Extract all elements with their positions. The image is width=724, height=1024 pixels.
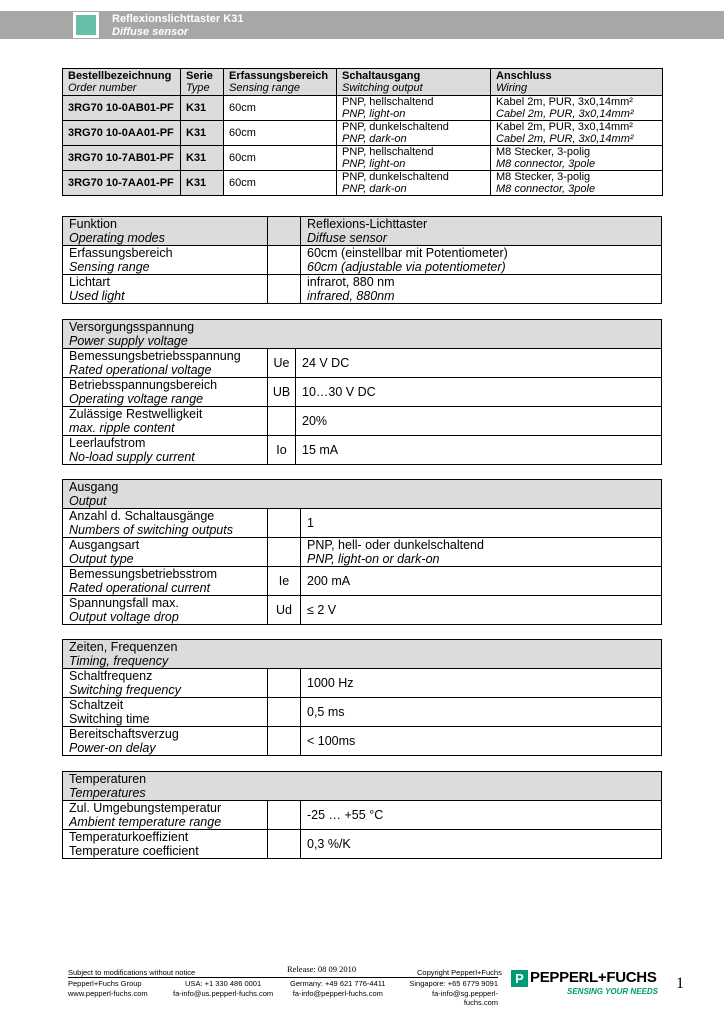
- power-supply-table: [62, 319, 662, 465]
- header-de: Anschluss: [496, 70, 552, 82]
- label-de: Zul. Umgebungstemperatur: [69, 801, 222, 815]
- param-label: [63, 407, 268, 436]
- order-output: [337, 146, 491, 171]
- label-de: Funktion: [69, 217, 117, 231]
- label-en: Output voltage drop: [69, 610, 179, 624]
- wiring-en: Cabel 2m, PUR, 3x0,14mm²: [496, 133, 634, 145]
- table-row: [63, 275, 662, 304]
- param-symbol: Ie: [268, 567, 301, 596]
- header-subtitle: Diffuse sensor: [112, 26, 189, 38]
- order-range: 60cm: [224, 96, 337, 121]
- label-en: Used light: [69, 289, 125, 303]
- header-de: Erfassungsbereich: [229, 70, 329, 82]
- param-value: 15 mA: [296, 436, 662, 465]
- param-value: [301, 217, 662, 246]
- value-de: 60cm (einstellbar mit Potentiometer): [307, 246, 508, 260]
- title-en: Temperatures: [69, 786, 146, 800]
- param-symbol: [268, 509, 301, 538]
- param-label: [63, 538, 268, 567]
- output-de: PNP, hellschaltend: [342, 96, 434, 108]
- table-row: [63, 669, 662, 698]
- table-row: [63, 538, 662, 567]
- order-header-cell: [224, 69, 337, 96]
- table-row: [63, 407, 662, 436]
- label-de: Leerlaufstrom: [69, 436, 146, 450]
- footer-sg-phone: Singapore: +65 6779 9091: [409, 979, 498, 988]
- title-de: Zeiten, Frequenzen: [69, 640, 178, 654]
- label-en: Rated operational voltage: [69, 363, 212, 377]
- label-en: Operating modes: [69, 231, 165, 245]
- footer-sg-block: [402, 979, 498, 1008]
- header-en: Wiring: [496, 82, 528, 94]
- footer-release: Release: 08 09 2010: [287, 964, 357, 974]
- function-table: [62, 216, 662, 304]
- footer-web[interactable]: www.pepperl-fuchs.com: [68, 988, 148, 998]
- order-range: 60cm: [224, 171, 337, 196]
- param-symbol: UB: [268, 378, 296, 407]
- output-en: PNP, dark-on: [342, 183, 407, 195]
- param-symbol: [268, 830, 301, 859]
- wiring-de: Kabel 2m, PUR, 3x0,14mm²: [496, 96, 633, 108]
- order-type: K31: [181, 121, 224, 146]
- param-label: [63, 217, 268, 246]
- label-en: Switching frequency: [69, 683, 181, 697]
- param-symbol: Ue: [268, 349, 296, 378]
- label-en: No-load supply current: [69, 450, 195, 464]
- section-title-row: [63, 640, 662, 669]
- table-row: [63, 217, 662, 246]
- param-value: [301, 538, 662, 567]
- order-table: [62, 68, 663, 196]
- param-label: [63, 830, 268, 859]
- wiring-de: M8 Stecker, 3-polig: [496, 171, 591, 183]
- label-de: Bereitschaftsverzug: [69, 727, 179, 741]
- header-de: Schaltausgang: [342, 70, 421, 82]
- order-range: 60cm: [224, 146, 337, 171]
- table-row: [63, 830, 662, 859]
- output-de: PNP, hellschaltend: [342, 146, 434, 158]
- footer-usa-mail[interactable]: fa-info@us.pepperl-fuchs.com: [173, 988, 274, 998]
- value-de: Reflexions-Lichttaster: [307, 217, 428, 231]
- param-label: [63, 801, 268, 830]
- header-title: Reflexionslichttaster K31: [112, 13, 244, 25]
- footer-de-block: [290, 979, 386, 998]
- table-row: [63, 567, 662, 596]
- table-row: [63, 801, 662, 830]
- label-en: Output type: [69, 552, 134, 566]
- footer-group-block: [68, 979, 148, 998]
- wiring-en: M8 connector, 3pole: [496, 158, 596, 170]
- logo-tagline: SENSING YOUR NEEDS: [567, 987, 658, 996]
- section-title-row: [63, 320, 662, 349]
- title-en: Power supply voltage: [69, 334, 188, 348]
- param-value: ≤ 2 V: [301, 596, 662, 625]
- label-de: Schaltfrequenz: [69, 669, 153, 683]
- param-value: 0,5 ms: [301, 698, 662, 727]
- param-label: [63, 436, 268, 465]
- header-en: Sensing range: [229, 82, 300, 94]
- output-en: PNP, dark-on: [342, 133, 407, 145]
- header-logo-square: [73, 12, 99, 38]
- param-value: [301, 275, 662, 304]
- footer-de-mail[interactable]: fa-info@pepperl-fuchs.com: [292, 988, 383, 998]
- label-en: Switching time: [69, 712, 150, 726]
- param-value: -25 … +55 °C: [301, 801, 662, 830]
- param-label: [63, 596, 268, 625]
- output-en: PNP, light-on: [342, 158, 406, 170]
- table-row: [63, 698, 662, 727]
- wiring-en: M8 connector, 3pole: [496, 183, 596, 195]
- order-type: K31: [181, 171, 224, 196]
- param-value: 0,3 %/K: [301, 830, 662, 859]
- table-row: [63, 596, 662, 625]
- value-de: infrarot, 880 nm: [307, 275, 395, 289]
- order-number: 3RG70 10-0AA01-PF: [63, 121, 181, 146]
- footer-group: Pepperl+Fuchs Group: [68, 979, 142, 988]
- label-de: Bemessungsbetriebsstrom: [69, 567, 217, 581]
- pf-logo-icon: P: [511, 970, 528, 987]
- header-bar: [0, 11, 724, 39]
- table-row: [63, 509, 662, 538]
- param-symbol: [268, 538, 301, 567]
- order-output: [337, 171, 491, 196]
- section-title: [63, 320, 662, 349]
- order-header-cell: [63, 69, 181, 96]
- param-symbol: Ud: [268, 596, 301, 625]
- param-value: [301, 246, 662, 275]
- label-de: Erfassungsbereich: [69, 246, 173, 260]
- label-en: Temperature coefficient: [69, 844, 199, 858]
- param-label: [63, 698, 268, 727]
- output-de: PNP, dunkelschaltend: [342, 171, 449, 183]
- label-de: Spannungsfall max.: [69, 596, 179, 610]
- value-de: PNP, hell- oder dunkelschaltend: [307, 538, 484, 552]
- output-table: [62, 479, 662, 625]
- param-label: [63, 275, 268, 304]
- section-title-row: [63, 772, 662, 801]
- label-de: Betriebsspannungsbereich: [69, 378, 218, 392]
- footer-sg-mail[interactable]: fa-info@sg.pepperl-fuchs.com: [432, 988, 498, 1007]
- title-de: Versorgungsspannung: [69, 320, 195, 334]
- label-de: Temperaturkoeffizient: [69, 830, 189, 844]
- param-symbol: [268, 217, 301, 246]
- param-symbol: [268, 669, 301, 698]
- order-wiring: [491, 96, 663, 121]
- label-de: Schaltzeit: [69, 698, 124, 712]
- order-table-header: [63, 69, 663, 96]
- param-label: [63, 727, 268, 756]
- footer-copyright: Copyright Pepperl+Fuchs: [417, 968, 502, 977]
- section-title: [63, 480, 662, 509]
- param-label: [63, 246, 268, 275]
- header-en: Order number: [68, 82, 137, 94]
- label-en: Rated operational current: [69, 581, 211, 595]
- label-en: Operating voltage range: [69, 392, 204, 406]
- param-symbol: [268, 407, 296, 436]
- param-value: 1: [301, 509, 662, 538]
- title-en: Timing, frequency: [69, 654, 169, 668]
- order-range: 60cm: [224, 121, 337, 146]
- header-en: Switching output: [342, 82, 423, 94]
- label-de: Ausgangsart: [69, 538, 140, 552]
- table-row: [63, 171, 663, 196]
- order-number: 3RG70 10-7AA01-PF: [63, 171, 181, 196]
- order-number: 3RG70 10-0AB01-PF: [63, 96, 181, 121]
- table-row: [63, 727, 662, 756]
- order-wiring: [491, 171, 663, 196]
- header-en: Type: [186, 82, 210, 94]
- section-title: [63, 772, 662, 801]
- square-icon: [76, 15, 96, 35]
- param-label: [63, 349, 268, 378]
- param-value: 10…30 V DC: [296, 378, 662, 407]
- table-row: [63, 96, 663, 121]
- param-value: < 100ms: [301, 727, 662, 756]
- label-en: Power-on delay: [69, 741, 156, 755]
- output-en: PNP, light-on: [342, 108, 406, 120]
- footer-de-phone: Germany: +49 621 776-4411: [290, 979, 386, 988]
- label-de: Anzahl d. Schaltausgänge: [69, 509, 215, 523]
- order-header-cell: [337, 69, 491, 96]
- order-header-cell: [491, 69, 663, 96]
- value-en: Diffuse sensor: [307, 231, 387, 245]
- header-de: Bestellbezeichnung: [68, 70, 172, 82]
- header-de: Serie: [186, 70, 213, 82]
- order-number: 3RG70 10-7AB01-PF: [63, 146, 181, 171]
- order-type: K31: [181, 96, 224, 121]
- title-de: Ausgang: [69, 480, 119, 494]
- param-symbol: [268, 698, 301, 727]
- timing-table: [62, 639, 662, 756]
- label-en: Ambient temperature range: [69, 815, 222, 829]
- label-en: Numbers of switching outputs: [69, 523, 233, 537]
- footer-usa-phone: USA: +1 330 486 0001: [185, 979, 262, 988]
- footer-divider: [68, 977, 498, 978]
- order-wiring: [491, 146, 663, 171]
- footer-usa-block: [173, 979, 273, 998]
- param-label: [63, 669, 268, 698]
- wiring-de: Kabel 2m, PUR, 3x0,14mm²: [496, 121, 633, 133]
- label-de: Zulässige Restwelligkeit: [69, 407, 203, 421]
- label-de: Bemessungsbetriebsspannung: [69, 349, 241, 363]
- label-en: Sensing range: [69, 260, 150, 274]
- param-value: 24 V DC: [296, 349, 662, 378]
- param-label: [63, 509, 268, 538]
- title-en: Output: [69, 494, 107, 508]
- label-de: Lichtart: [69, 275, 110, 289]
- param-symbol: [268, 246, 301, 275]
- order-wiring: [491, 121, 663, 146]
- param-symbol: Io: [268, 436, 296, 465]
- param-label: [63, 378, 268, 407]
- table-row: [63, 246, 662, 275]
- value-en: infrared, 880nm: [307, 289, 395, 303]
- page-number: 1: [676, 975, 684, 992]
- wiring-en: Cabel 2m, PUR, 3x0,14mm²: [496, 108, 634, 120]
- output-de: PNP, dunkelschaltend: [342, 121, 449, 133]
- label-en: max. ripple content: [69, 421, 175, 435]
- title-de: Temperaturen: [69, 772, 147, 786]
- table-row: [63, 121, 663, 146]
- table-row: [63, 378, 662, 407]
- table-row: [63, 146, 663, 171]
- param-value: 1000 Hz: [301, 669, 662, 698]
- param-symbol: [268, 727, 301, 756]
- param-symbol: [268, 801, 301, 830]
- section-title: [63, 640, 662, 669]
- order-output: [337, 96, 491, 121]
- param-symbol: [268, 275, 301, 304]
- value-en: 60cm (adjustable via potentiometer): [307, 260, 506, 274]
- value-en: PNP, light-on or dark-on: [307, 552, 440, 566]
- param-label: [63, 567, 268, 596]
- table-row: [63, 349, 662, 378]
- order-header-cell: [181, 69, 224, 96]
- wiring-de: M8 Stecker, 3-polig: [496, 146, 591, 158]
- table-row: [63, 436, 662, 465]
- temperature-table: [62, 771, 662, 859]
- order-output: [337, 121, 491, 146]
- order-type: K31: [181, 146, 224, 171]
- footer-notice: Subject to modifications without notice: [68, 968, 196, 977]
- section-title-row: [63, 480, 662, 509]
- param-value: 20%: [296, 407, 662, 436]
- logo-text: PEPPERL+FUCHS: [530, 969, 657, 986]
- param-value: 200 mA: [301, 567, 662, 596]
